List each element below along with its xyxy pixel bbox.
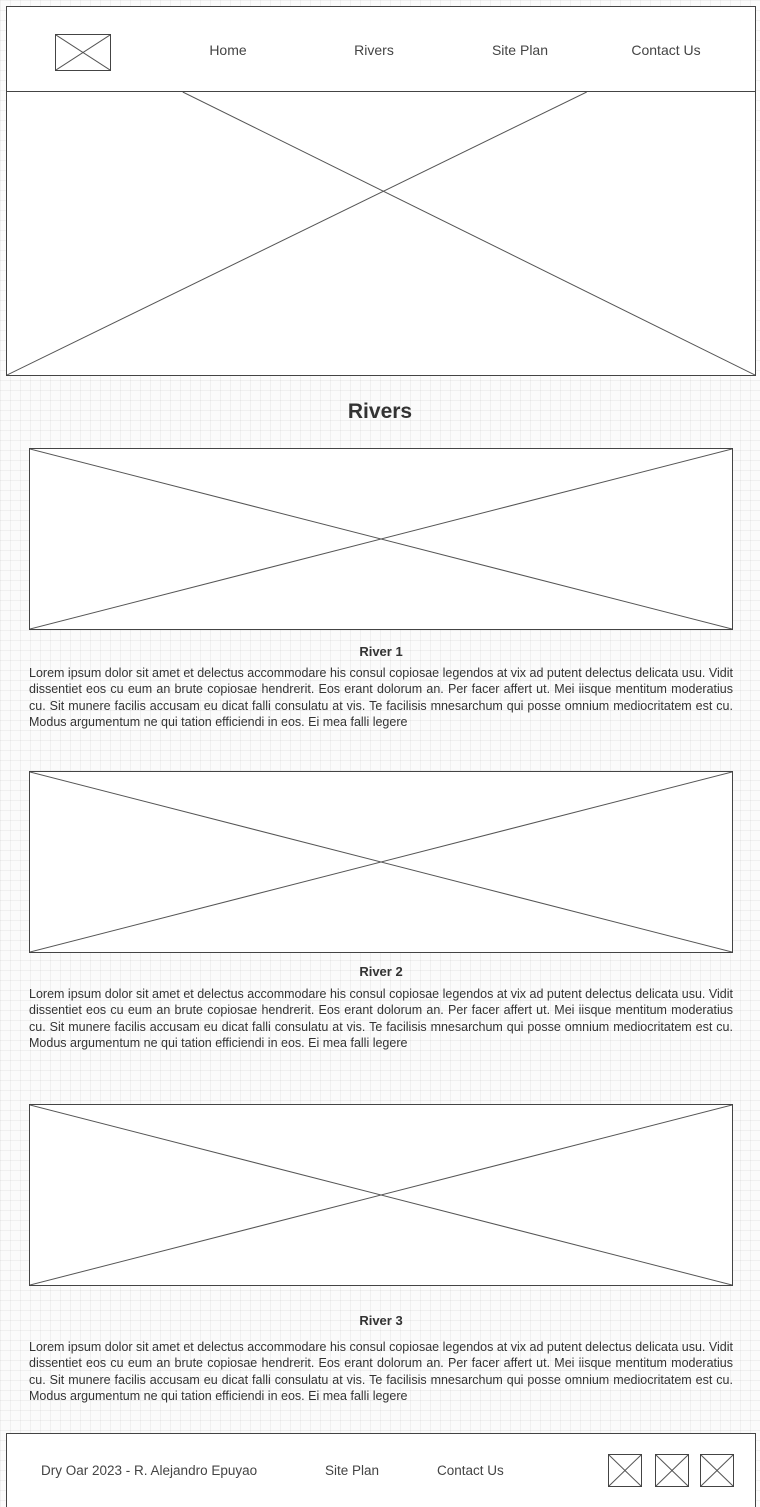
social-3-icon[interactable]	[700, 1454, 734, 1487]
river-3-description: Lorem ipsum dolor sit amet et delectus accommodare his consul copiosae legendos at vix ad putent delectus delicata usu. Vidit dissentiet eos cu eum an brute copiosae hendrerit. Eos erant dolorum an. Per facer affert ut. Mei iisque mentitum moderatius cu. Sit munere facilis accusam eu dicat falli consulatu at vis. Te facilisis mnesarchum qui posse omnium mediocritatem est cu. Modus argumentum ne qui tation efficiendi in eos. Ei mea falli legere	[29, 1340, 733, 1403]
social-1-icon[interactable]	[608, 1454, 642, 1487]
nav-rivers[interactable]: Rivers	[354, 42, 394, 58]
nav-site-plan[interactable]: Site Plan	[491, 42, 549, 58]
page-title: Rivers	[347, 400, 413, 423]
footer-site-plan-link[interactable]: Site Plan	[325, 1463, 380, 1478]
river-2-description: Lorem ipsum dolor sit amet et delectus accommodare his consul copiosae legendos at vix ad putent delectus delicata usu. Vidit dissentiet eos cu eum an brute copiosae hendrerit. Eos erant dolorum an. Per facer affert ut. Mei iisque mentitum moderatius cu. Sit munere facilis accusam eu dicat falli consulatu at vis. Te facilisis mnesarchum qui posse omnium mediocritatem est cu. Modus argumentum ne qui tation efficiendi in eos. Ei mea falli legere	[29, 987, 733, 1050]
hero-image-placeholder	[6, 91, 756, 376]
logo-placeholder-icon[interactable]	[55, 34, 111, 71]
site-header	[6, 6, 756, 92]
footer-copyright: Dry Oar 2023 - R. Alejandro Epuyao	[41, 1463, 258, 1478]
river-1-title: River 1	[359, 644, 403, 659]
site-footer	[6, 1433, 756, 1507]
river-3-title: River 3	[359, 1313, 403, 1328]
nav-home[interactable]: Home	[209, 42, 247, 58]
river-2-title: River 2	[359, 964, 403, 979]
social-2-icon[interactable]	[655, 1454, 689, 1487]
footer-contact-link[interactable]: Contact Us	[437, 1463, 504, 1478]
nav-contact-us[interactable]: Contact Us	[631, 42, 701, 58]
river-1-description: Lorem ipsum dolor sit amet et delectus accommodare his consul copiosae legendos at vix ad putent delectus delicata usu. Vidit dissentiet eos cu eum an brute copiosae hendrerit. Eos erant dolorum an. Per facer affert ut. Mei iisque mentitum moderatius cu. Sit munere facilis accusam eu dicat falli consulatu at vis. Te facilisis mnesarchum qui posse omnium mediocritatem est cu. Modus argumentum ne qui tation efficiendi in eos. Ei mea falli legere	[29, 666, 733, 729]
river-3-image-placeholder	[29, 1104, 733, 1286]
river-2-image-placeholder	[29, 771, 733, 953]
river-1-image-placeholder	[29, 448, 733, 630]
